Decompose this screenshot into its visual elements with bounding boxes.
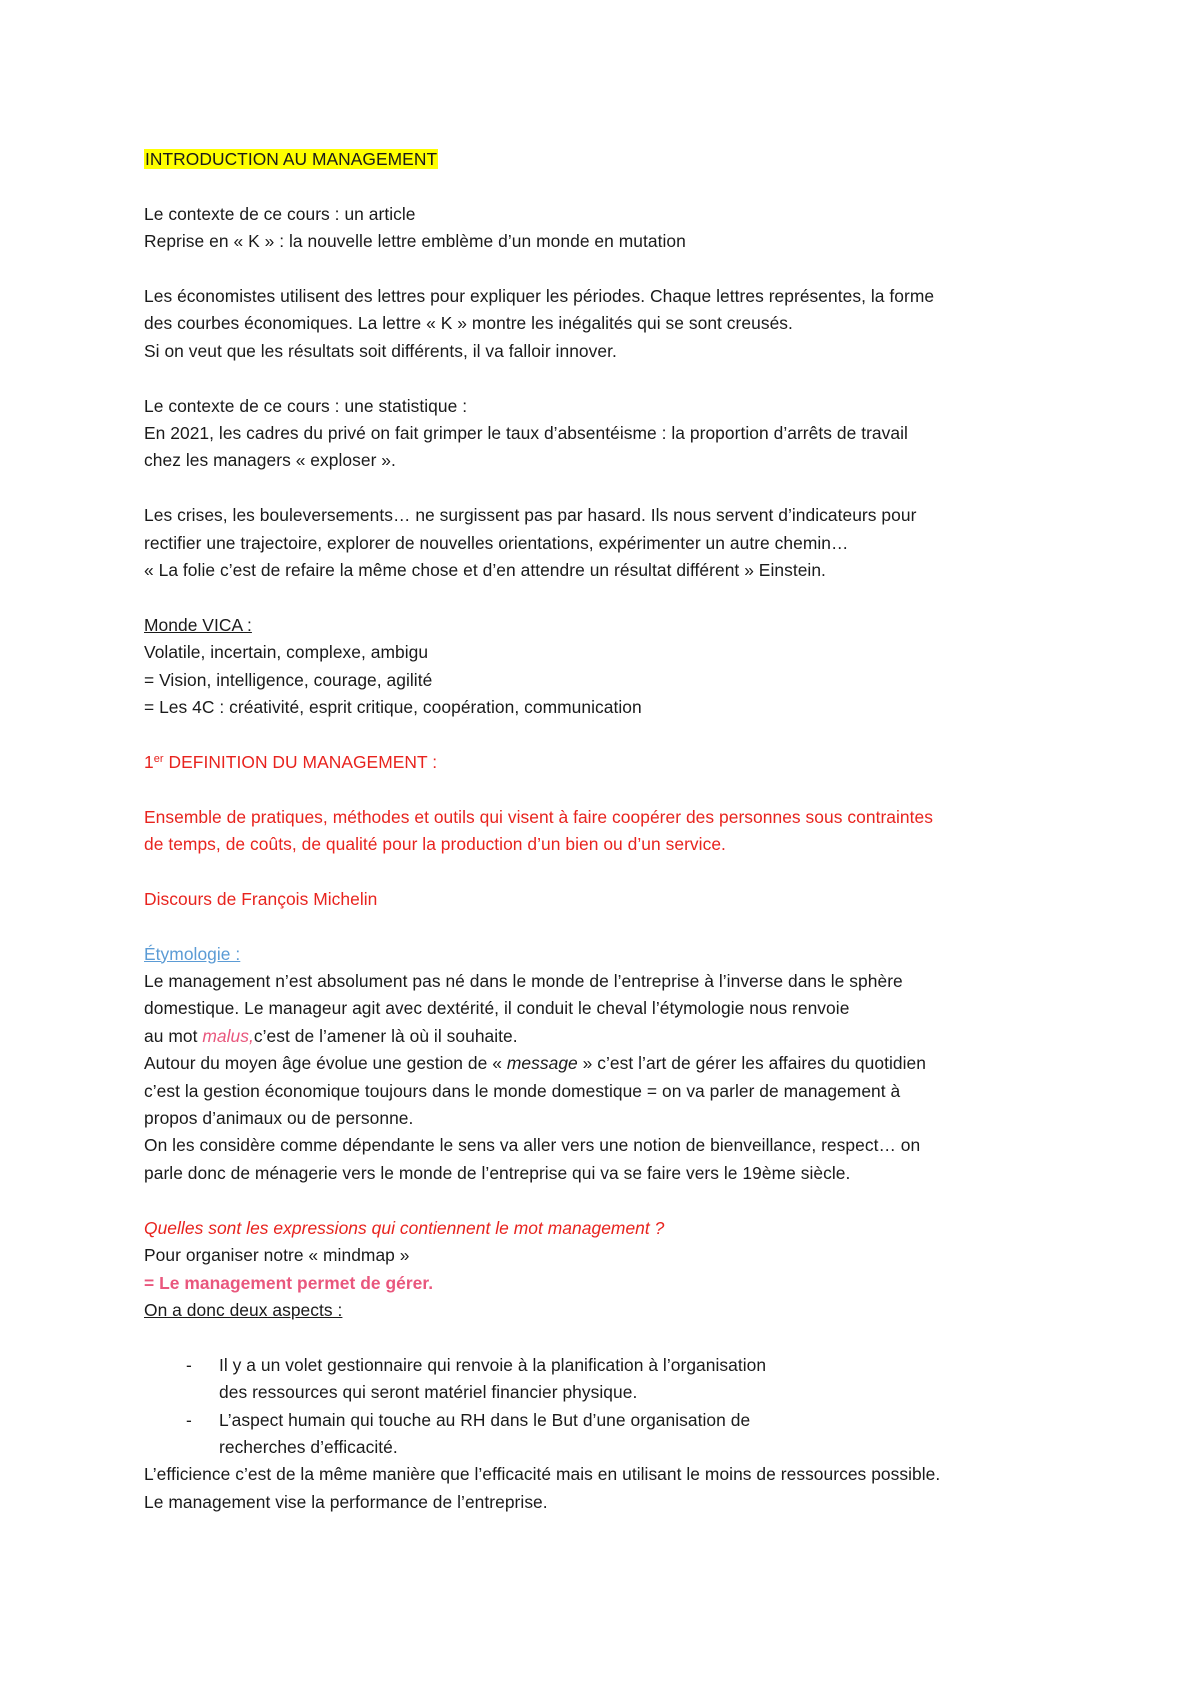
etymology-line: domestique. Le manageur agit avec dextérité, il conduit le cheval l’étymologie nous renvoie	[144, 998, 850, 1019]
etymology-text: au mot	[144, 1025, 203, 1046]
etymology-line: c’est la gestion économique toujours dans le monde domestique = on va parler de management à	[144, 1080, 901, 1101]
context-article-line: Reprise en « K » : la nouvelle lettre emblème d’un monde en mutation	[144, 231, 686, 252]
list-item-line: des ressources qui seront matériel financier physique.	[219, 1382, 638, 1403]
etymology-text: Autour du moyen âge évolue une gestion de «	[144, 1053, 507, 1074]
vica-heading-text: Monde VICA :	[144, 614, 252, 635]
document-title	[144, 146, 1084, 173]
definition-heading	[144, 749, 1084, 776]
list-item	[144, 1352, 1084, 1407]
expressions-question: Quelles sont les expressions qui contiennent le mot management ?	[144, 1217, 665, 1238]
malus-word: malus,	[202, 1025, 254, 1046]
aspects-heading-text: On a donc deux aspects :	[144, 1299, 343, 1320]
definition-heading-sup: er	[153, 752, 164, 765]
dash-bullet-icon: -	[186, 1409, 192, 1430]
etymology-line	[144, 1050, 1084, 1077]
context-stat-line: Le contexte de ce cours : une statistique :	[144, 395, 468, 416]
context-article-line: Le contexte de ce cours : un article	[144, 203, 416, 224]
list-item	[144, 1407, 1084, 1462]
etymology-line	[144, 1023, 1084, 1050]
etymology-text: » c’est l’art de gérer les affaires du quotidien	[577, 1053, 926, 1074]
etymology-heading-text: Étymologie :	[144, 943, 241, 964]
etymology-text: c’est de l’amener là où il souhaite.	[253, 1025, 518, 1046]
efficiency-line: L’efficience c’est de la même manière que l’efficacité mais en utilisant le moins de ressources possible.	[144, 1464, 941, 1485]
performance-line: Le management vise la performance de l’entreprise.	[144, 1491, 548, 1512]
list-item-line: recherches d’efficacité.	[219, 1436, 398, 1457]
dash-bullet-icon: -	[186, 1354, 192, 1375]
definition-line: Ensemble de pratiques, méthodes et outils qui visent à faire coopérer des personnes sous contraintes	[144, 806, 933, 827]
context-stat-line: chez les managers « exploser ».	[144, 450, 396, 471]
definition-line: de temps, de coûts, de qualité pour la production d’un bien ou d’un service.	[144, 834, 726, 855]
economists-line: Les économistes utilisent des lettres pour expliquer les périodes. Chaque lettres représentes, la forme	[144, 286, 935, 306]
mindmap-line: Pour organiser notre « mindmap »	[144, 1245, 410, 1266]
vica-heading	[144, 612, 1084, 639]
definition-heading-text: DEFINITION DU MANAGEMENT :	[163, 751, 438, 772]
etymology-line: Le management n’est absolument pas né dans le monde de l’entreprise à l’inverse dans le sphère	[144, 971, 903, 992]
etymology-line: parle donc de ménagerie vers le monde de l’entreprise qui va se faire vers le 19ème siècle.	[144, 1162, 851, 1183]
context-stat-line: En 2021, les cadres du privé on fait grimper le taux d’absentéisme : la proportion d’arrêts de travail	[144, 423, 908, 444]
vica-line: = Vision, intelligence, courage, agilité	[144, 669, 433, 690]
etymology-heading	[144, 941, 1084, 968]
crises-line: Les crises, les bouleversements… ne surgissent pas par hasard. Ils nous servent d’indicateurs pour	[144, 505, 917, 526]
crises-line: rectifier une trajectoire, explorer de nouvelles orientations, expérimenter un autre chemin…	[144, 532, 849, 553]
management-conclusion: = Le management permet de gérer.	[144, 1272, 434, 1293]
definition-heading-number: 1	[144, 751, 154, 772]
etymology-line: On les considère comme dépendante le sens va aller vers une notion de bienveillance, respect… on	[144, 1135, 921, 1156]
vica-line: Volatile, incertain, complexe, ambigu	[144, 642, 429, 663]
economists-line: Si on veut que les résultats soit différents, il va falloir innover.	[144, 340, 617, 361]
michelin-speech: Discours de François Michelin	[144, 888, 378, 909]
list-item-line: Il y a un volet gestionnaire qui renvoie à la planification à l’organisation	[219, 1354, 767, 1375]
document-body	[144, 146, 1084, 1516]
message-word: message	[506, 1053, 578, 1074]
list-item-line: L’aspect humain qui touche au RH dans le But d’une organisation de	[219, 1409, 751, 1430]
economists-line: des courbes économiques. La lettre « K » montre les inégalités qui se sont creusés.	[144, 313, 793, 334]
vica-line: = Les 4C : créativité, esprit critique, coopération, communication	[144, 697, 642, 718]
aspects-heading	[144, 1297, 1084, 1324]
etymology-line: propos d’animaux ou de personne.	[144, 1108, 414, 1129]
title-highlight: INTRODUCTION AU MANAGEMENT	[145, 149, 438, 169]
einstein-quote: « La folie c’est de refaire la même chose et d’en attendre un résultat différent » Einstein.	[144, 560, 826, 581]
